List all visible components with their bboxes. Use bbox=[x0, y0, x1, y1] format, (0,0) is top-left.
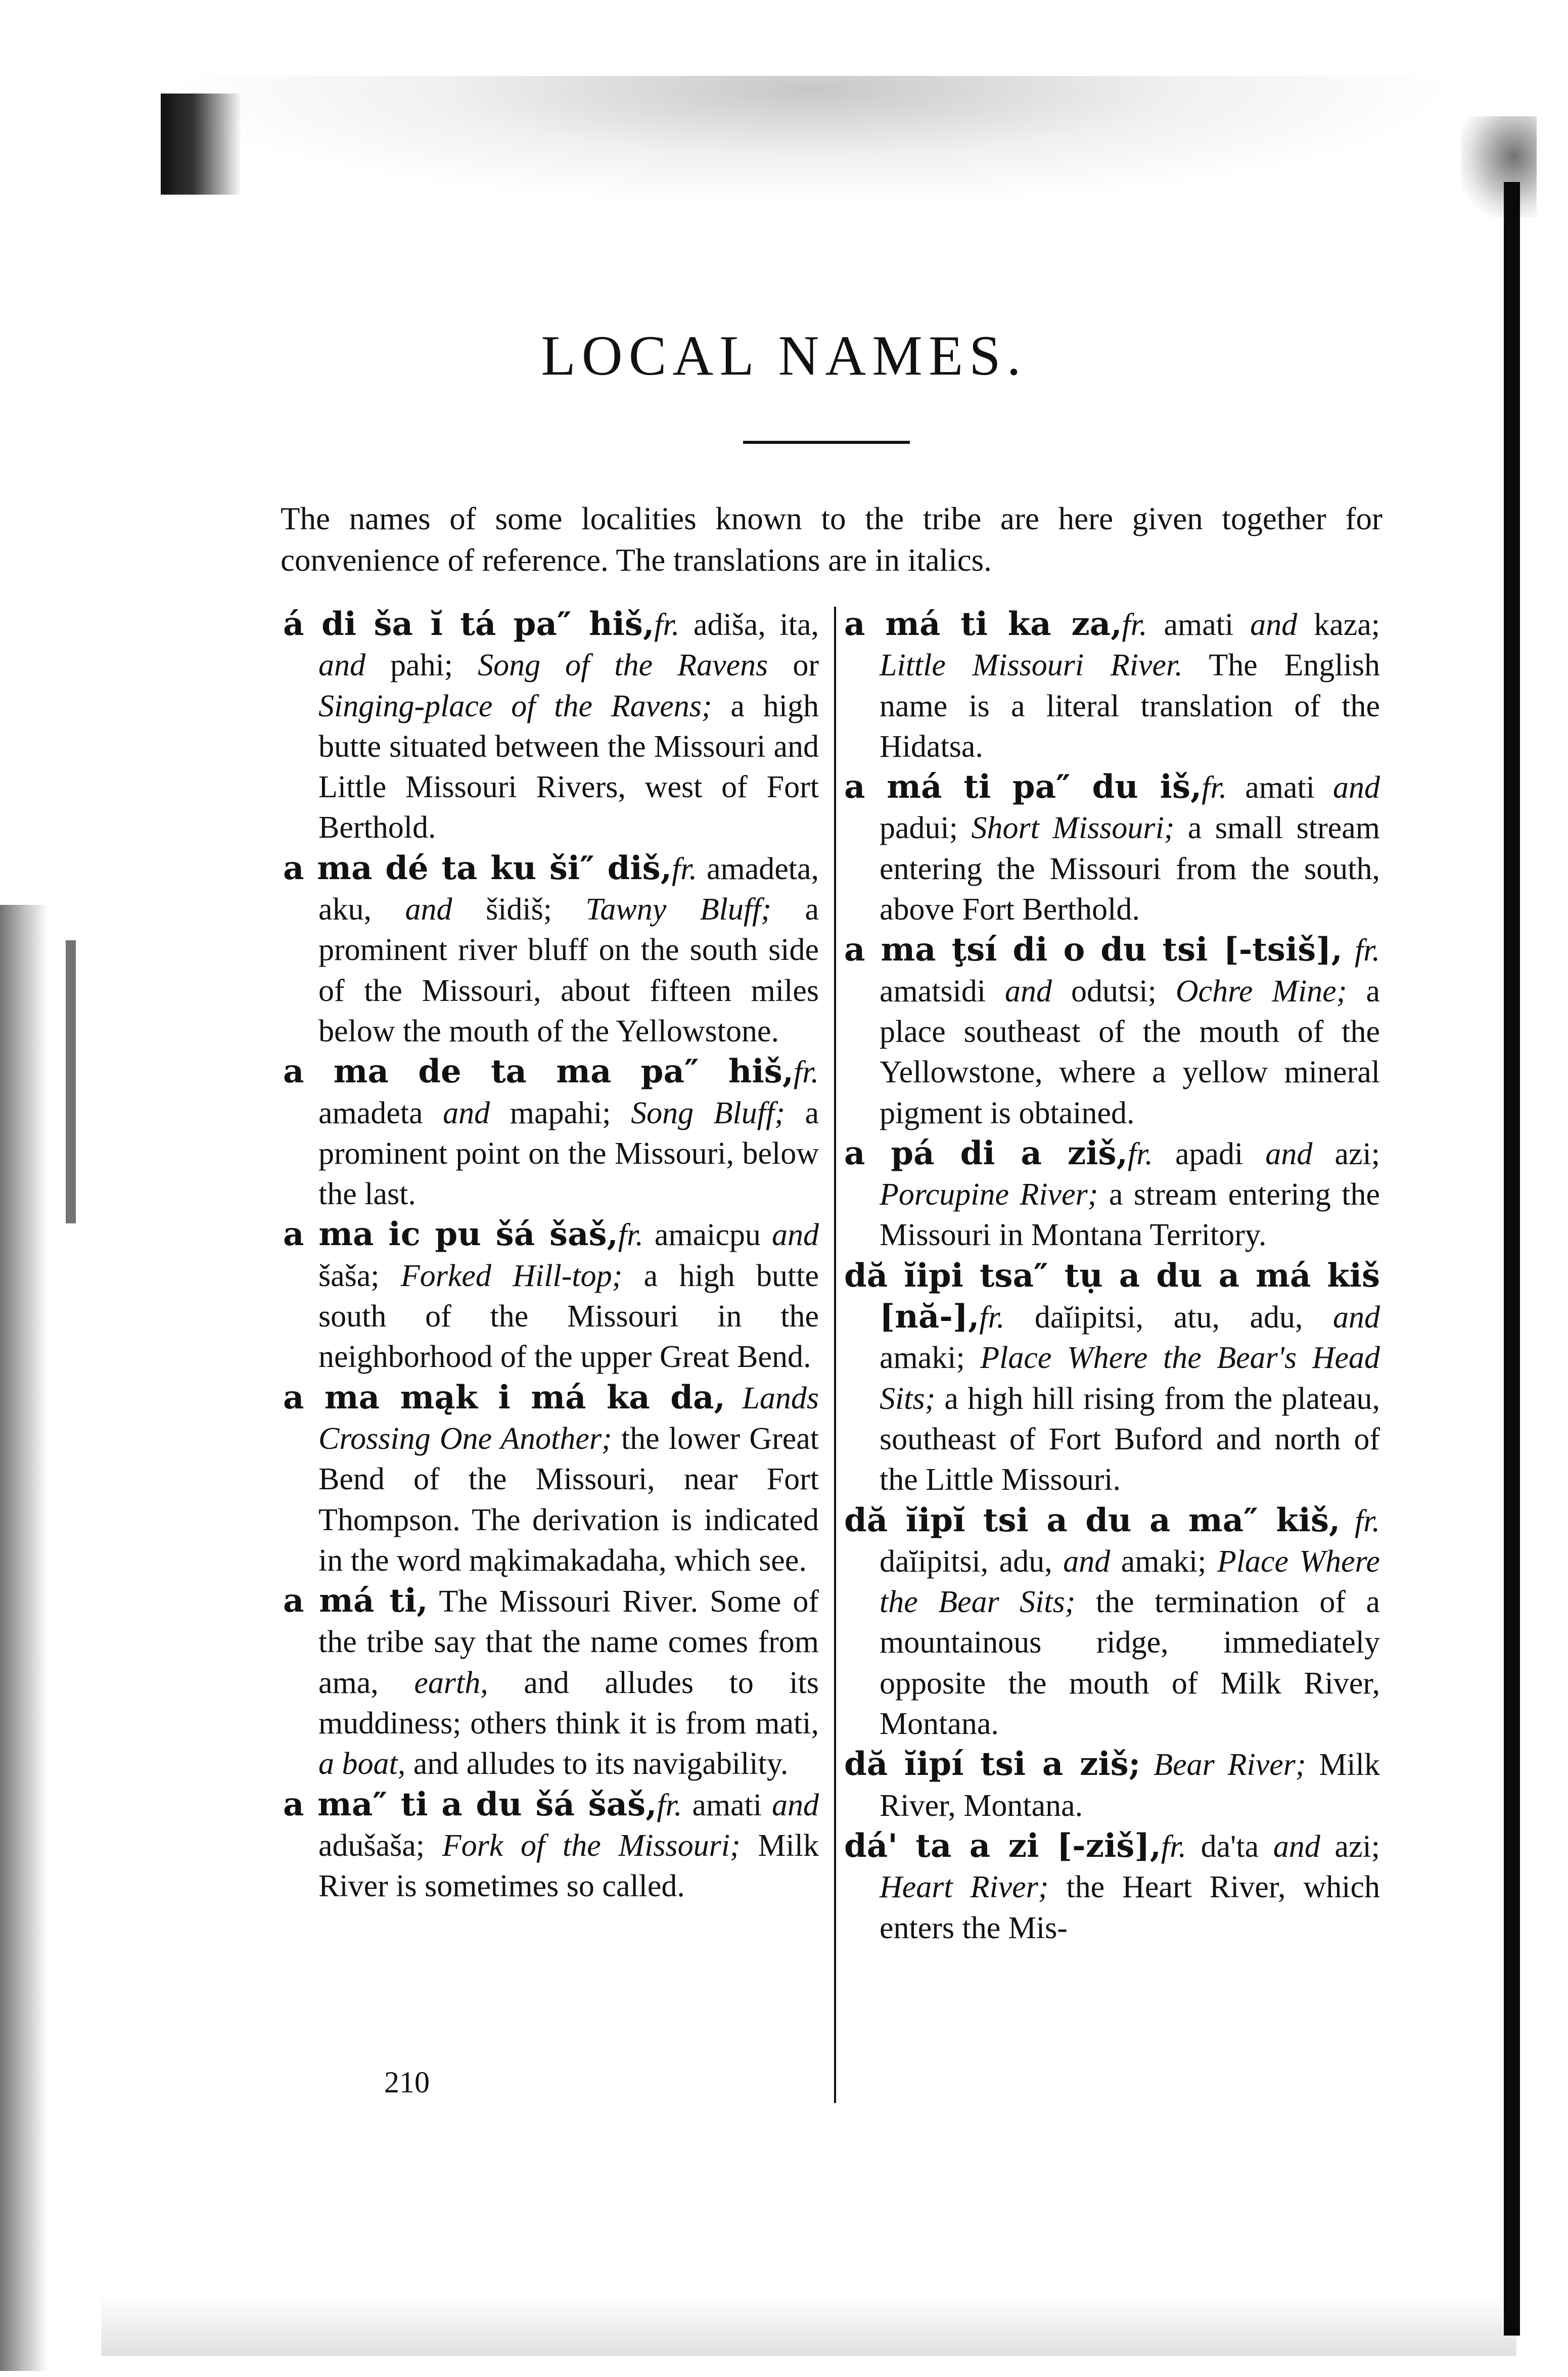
entry-italic-text: and bbox=[318, 648, 365, 683]
entry-italic-text: fr. bbox=[1355, 933, 1380, 968]
entry-headword: a pá di a ziš, bbox=[844, 1134, 1128, 1172]
entry-headword: dá' ta a zi [-ziš], bbox=[844, 1826, 1161, 1865]
entry-headword: a ma ic pu šá šaš, bbox=[283, 1215, 618, 1254]
entry-text: a small stream entering the Missouri from the south, above Fort Berthold. bbox=[880, 811, 1380, 927]
entry-text: the termination of a mountainous ridge, immediately opposite the mouth of Milk River, Montana. bbox=[880, 1585, 1380, 1742]
entry-italic-text: and bbox=[1273, 1829, 1320, 1864]
entry-text: šidiš; bbox=[452, 892, 586, 927]
entry-italic-text: and bbox=[1005, 974, 1052, 1009]
entry-text bbox=[1140, 1748, 1154, 1782]
entry-text: a prominent river bluff on the south side of the Missouri, about fifteen miles below the mouth of the Yellowstone. bbox=[318, 892, 819, 1048]
dictionary-entry bbox=[283, 1581, 819, 1784]
entry-italic-text: Porcupine River; bbox=[880, 1177, 1098, 1212]
entry-italic-text: Little Missouri River. bbox=[880, 648, 1183, 683]
entry-italic-text: Lands Crossing One Another; bbox=[318, 1381, 819, 1456]
entry-text: daĭipitsi, atu, adu, bbox=[1004, 1300, 1333, 1335]
entry-text: kaza; bbox=[1297, 608, 1380, 642]
entry-text: amadeta bbox=[318, 1095, 443, 1130]
entry-italic-text: Short Missouri; bbox=[971, 811, 1175, 846]
entry-headword: a ma″ ti a du šá šaš, bbox=[283, 1785, 657, 1823]
entry-italic-text: and bbox=[1333, 770, 1380, 805]
scan-shadow-left bbox=[0, 905, 48, 2371]
scan-shadow-top-right bbox=[1461, 116, 1537, 217]
entry-text: and alludes to its muddiness; others think it is from mati, bbox=[318, 1665, 819, 1741]
entry-headword: a ma dé ta ku ši″ diš, bbox=[283, 849, 672, 887]
dictionary-entry bbox=[283, 1214, 819, 1377]
scan-shadow-bottom bbox=[101, 2295, 1516, 2356]
entry-text: a high butte situated between the Missouri and Little Missouri Rivers, west of Fort Berthold. bbox=[318, 689, 819, 845]
entry-italic-text: and bbox=[1063, 1544, 1111, 1579]
dictionary-entry bbox=[283, 1052, 819, 1214]
right-column bbox=[844, 604, 1380, 1948]
entry-headword: a má ti, bbox=[283, 1582, 428, 1620]
entry-headword: dă ĭipĭ tsi a du a ma″ kiš, bbox=[844, 1501, 1341, 1539]
entry-italic-text: Place Where the Bear Sits; bbox=[880, 1544, 1380, 1620]
entry-text: a high hill rising from the plateau, southeast of Fort Buford and north of the Little Missouri. bbox=[880, 1381, 1380, 1497]
entry-text: daĭipitsi, adu, bbox=[880, 1544, 1064, 1579]
entry-italic-text: fr. bbox=[794, 1055, 819, 1090]
entry-text: Milk River, Montana. bbox=[880, 1748, 1380, 1823]
entry-text: Milk River is sometimes so called. bbox=[318, 1828, 819, 1904]
dictionary-entry bbox=[283, 604, 819, 848]
entry-headword: a ma de ta ma pa″ hiš, bbox=[283, 1053, 794, 1091]
entry-headword: a má ti pa″ du iš, bbox=[844, 768, 1202, 806]
page-title: LOCAL NAMES. bbox=[541, 325, 1027, 387]
entry-italic-text: and bbox=[1333, 1300, 1380, 1335]
entry-headword: a ma ţsí di o du tsi [-tsiš], bbox=[844, 931, 1343, 969]
entry-text: amaki; bbox=[880, 1341, 981, 1376]
entry-text: amati bbox=[682, 1788, 772, 1822]
entry-text: the Heart River, which enters the Mis- bbox=[880, 1870, 1380, 1945]
entry-text: padui; bbox=[880, 811, 972, 846]
entry-italic-text: and bbox=[443, 1095, 490, 1130]
dictionary-entry bbox=[844, 1826, 1380, 1948]
page-number: 210 bbox=[384, 2066, 430, 2099]
entry-text: a stream entering the Missouri in Montana Territory. bbox=[880, 1177, 1380, 1253]
entry-italic-text: Tawny Bluff; bbox=[585, 892, 771, 927]
entry-italic-text: fr. bbox=[654, 608, 680, 642]
entry-italic-text: fr. bbox=[1122, 608, 1147, 642]
entry-text: apadi bbox=[1152, 1136, 1266, 1171]
column-divider bbox=[834, 607, 836, 2103]
entry-text: amati bbox=[1147, 608, 1251, 642]
entry-italic-text: fr. bbox=[618, 1218, 643, 1253]
entry-text: adušaša; bbox=[318, 1828, 442, 1863]
entry-italic-text: Heart River; bbox=[880, 1870, 1049, 1905]
entry-italic-text: Song of the Ravens bbox=[478, 648, 768, 683]
dictionary-entry bbox=[844, 767, 1380, 930]
entry-text bbox=[725, 1381, 743, 1415]
entry-italic-text: and bbox=[1265, 1136, 1313, 1171]
entry-italic-text: Place Where the Bear's Head Sits; bbox=[880, 1341, 1380, 1416]
entry-text: amaki; bbox=[1110, 1544, 1217, 1579]
entry-italic-text: and bbox=[1250, 608, 1298, 642]
entry-text: the lower Great Bend of the Missouri, near Fort Thompson. The derivation is indicated in the word mąkimakadaha, which see. bbox=[318, 1421, 819, 1578]
entry-text bbox=[1340, 1504, 1355, 1538]
entry-text: The Missouri River. Some of the tribe say that the name comes from ama, bbox=[318, 1584, 819, 1700]
entry-text: amatsidi bbox=[880, 974, 1005, 1009]
dictionary-entry bbox=[844, 1744, 1380, 1826]
entry-italic-text: Ochre Mine; bbox=[1175, 974, 1347, 1009]
entry-italic-text: Forked Hill-top; bbox=[400, 1258, 623, 1293]
entry-italic-text: a boat, bbox=[318, 1747, 406, 1781]
entry-text: azi; bbox=[1320, 1829, 1380, 1864]
dictionary-entry bbox=[844, 930, 1380, 1133]
entry-headword: á di ša ĭ tá pa″ hiš, bbox=[283, 605, 655, 643]
entry-text: a high butte south of the Missouri in the neighborhood of the upper Great Bend. bbox=[318, 1258, 819, 1375]
entry-text: da'ta bbox=[1186, 1829, 1273, 1864]
scan-shadow-left-line bbox=[66, 940, 76, 1223]
entry-italic-text: fr. bbox=[1202, 770, 1227, 805]
dictionary-entry bbox=[844, 1133, 1380, 1256]
dictionary-entry bbox=[283, 1785, 819, 1907]
entry-text: The English name is a literal translation of the Hidatsa. bbox=[880, 648, 1380, 764]
entry-italic-text: and bbox=[405, 892, 452, 927]
entry-text: or bbox=[768, 648, 819, 683]
title-rule bbox=[743, 441, 910, 444]
entry-headword: a má ti ka za, bbox=[844, 605, 1122, 643]
entry-italic-text: fr. bbox=[1355, 1503, 1380, 1538]
entry-text: amaicpu bbox=[643, 1218, 772, 1253]
entry-italic-text: earth, bbox=[414, 1665, 488, 1700]
entry-italic-text: fr. bbox=[1127, 1136, 1153, 1171]
entry-text: adiša, ita, bbox=[679, 608, 819, 642]
entry-text: mapahi; bbox=[490, 1095, 631, 1130]
entry-headword: a ma mąk i má ka da, bbox=[283, 1378, 725, 1416]
dictionary-entry bbox=[283, 848, 819, 1052]
entry-text: and alludes to its navigability. bbox=[405, 1747, 789, 1781]
scan-shadow-top bbox=[162, 76, 1456, 207]
entry-italic-text: and bbox=[772, 1218, 819, 1253]
dictionary-entry bbox=[844, 604, 1380, 767]
entry-headword: dă ĭipi tsa″ tụ a du a má kiš [nă-], bbox=[844, 1256, 1380, 1336]
entry-text: odutsi; bbox=[1052, 974, 1176, 1009]
entry-italic-text: fr. bbox=[1161, 1829, 1186, 1864]
entry-text: a place southeast of the mouth of the Yellowstone, where a yellow mineral pigment is obtained. bbox=[880, 974, 1380, 1130]
entry-text: a prominent point on the Missouri, below the last. bbox=[318, 1095, 819, 1212]
entry-italic-text: Fork of the Missouri; bbox=[442, 1828, 741, 1863]
entry-italic-text: fr. bbox=[672, 851, 697, 886]
entry-italic-text: Bear River; bbox=[1154, 1748, 1306, 1782]
dictionary-entry bbox=[844, 1500, 1380, 1745]
entry-text: amadeta, aku, bbox=[318, 851, 819, 927]
dictionary-entry bbox=[283, 1378, 819, 1581]
entry-italic-text: fr. bbox=[979, 1300, 1005, 1335]
entry-italic-text: Song Bluff; bbox=[631, 1095, 785, 1130]
left-column bbox=[283, 604, 819, 1907]
entry-text: azi; bbox=[1312, 1136, 1380, 1171]
intro-paragraph: The names of some localities known to the tribe are here given together for convenience of reference. The translations are in italics. bbox=[281, 501, 1382, 578]
scan-binding-edge bbox=[1504, 182, 1520, 2336]
entry-text: šaša; bbox=[318, 1258, 401, 1293]
entry-headword: dă ĭipí tsi a ziš; bbox=[844, 1745, 1141, 1784]
scan-shadow-top-left bbox=[161, 94, 242, 195]
entry-text: amati bbox=[1227, 770, 1333, 805]
entry-italic-text: and bbox=[772, 1788, 819, 1822]
entry-italic-text: fr. bbox=[657, 1788, 682, 1822]
entry-text bbox=[1343, 933, 1355, 968]
entry-text: pahi; bbox=[365, 648, 478, 683]
entry-italic-text: Singing-place of the Ravens; bbox=[318, 689, 712, 723]
dictionary-entry bbox=[844, 1256, 1380, 1500]
